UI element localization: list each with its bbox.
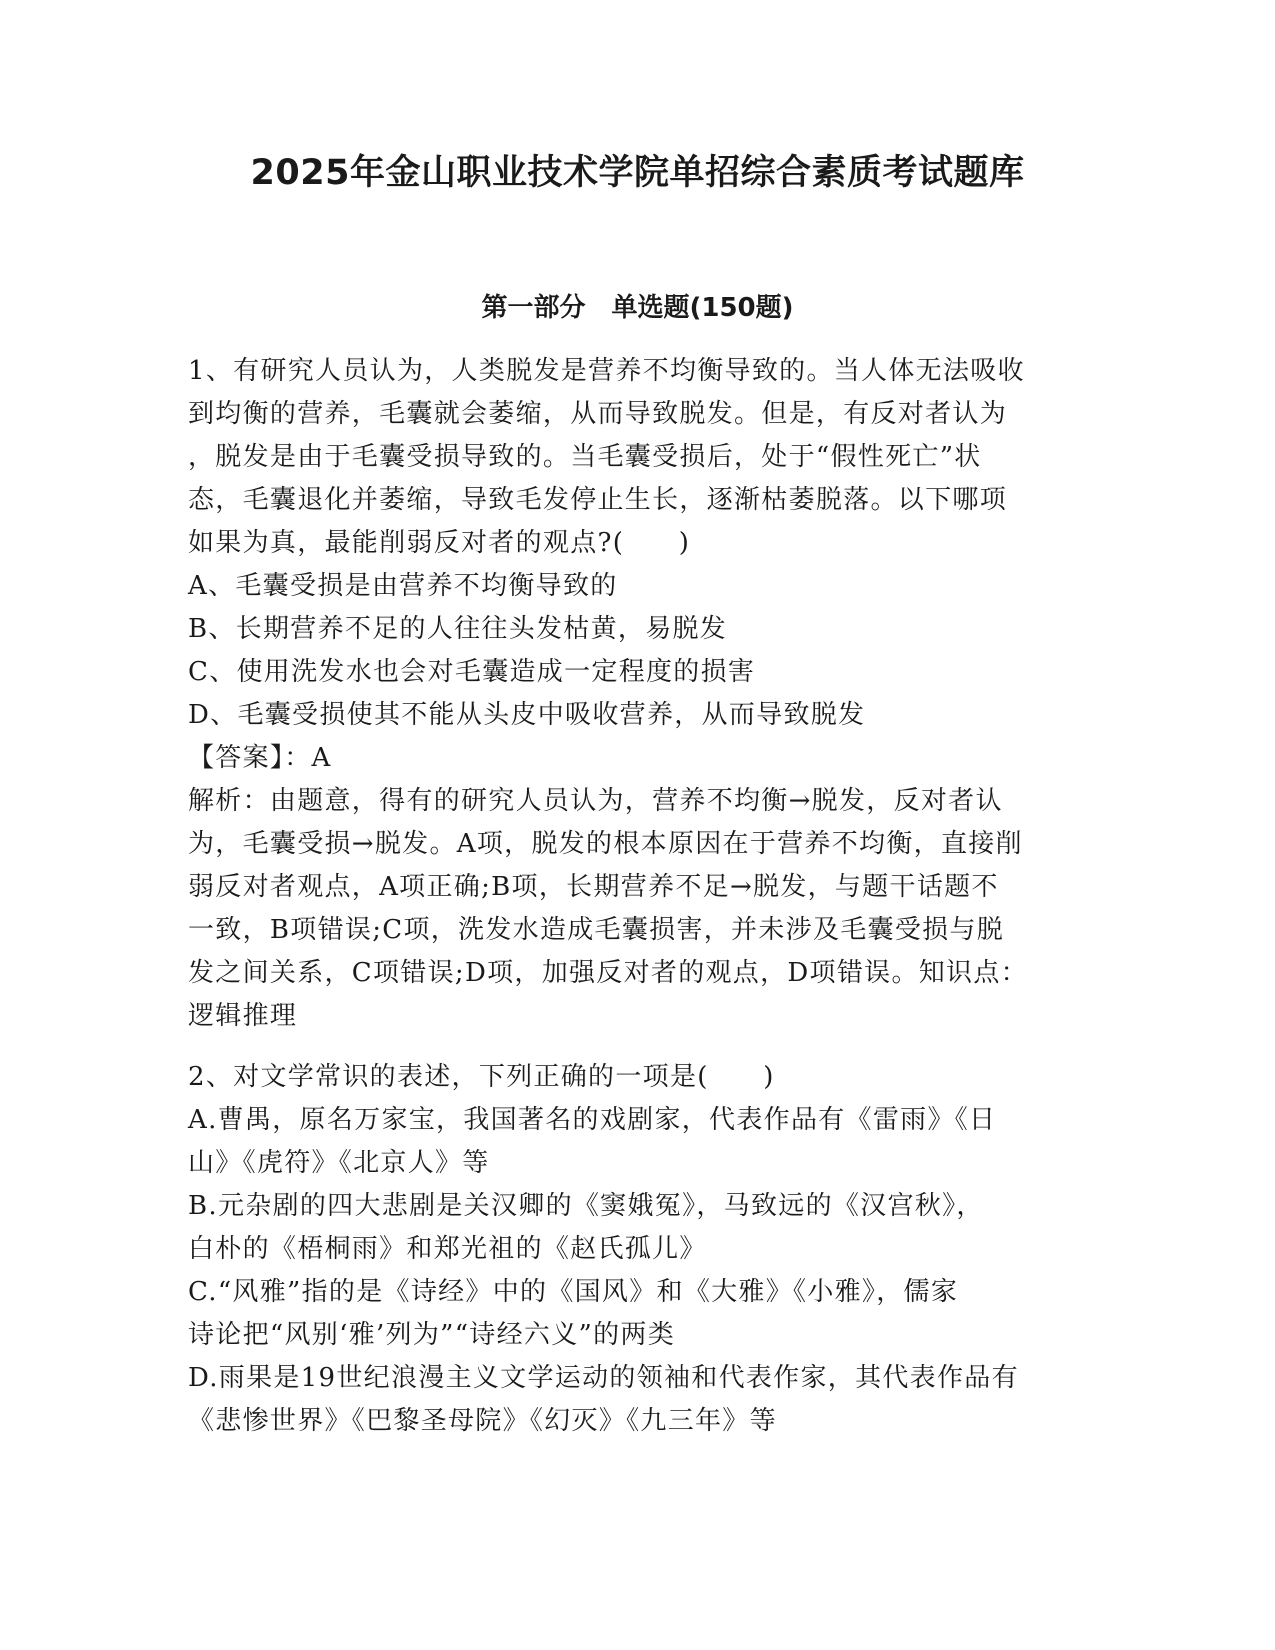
option-b-continued: 白朴的《梧桐雨》和郑光祖的《赵氏孤儿》 [188, 1234, 707, 1264]
analysis-line: 解析：由题意，得有的研究人员认为，营养不均衡→脱发，反对者认 [188, 786, 1003, 816]
document-title: 2025年金山职业技术学院单招综合素质考试题库 [250, 153, 1025, 193]
option-d-continued: 《悲惨世界》《巴黎圣母院》《幻灭》《九三年》等 [188, 1406, 777, 1436]
analysis-line: 弱反对者观点，A项正确;B项，长期营养不足→脱发，与题干话题不 [188, 872, 999, 902]
question-stem-line: ，脱发是由于毛囊受损导致的。当毛囊受损后，处于“假性死亡”状 [188, 442, 982, 472]
option-c: C.“风雅”指的是《诗经》中的《国风》和《大雅》《小雅》，儒家 [188, 1277, 959, 1307]
option-d: D、毛囊受损使其不能从头皮中吸收营养，从而导致脱发 [188, 700, 866, 730]
analysis-line: 为，毛囊受损→脱发。A项，脱发的根本原因在于营养不均衡，直接削 [188, 829, 1023, 859]
question-spacer [188, 1038, 1088, 1056]
option-c-continued: 诗论把“风别‘雅’列为”“诗经六义”的两类 [188, 1320, 675, 1350]
option-a-continued: 山》《虎符》《北京人》等 [188, 1148, 490, 1178]
analysis-line: 一致，B项错误;C项，洗发水造成毛囊损害，并未涉及毛囊受损与脱 [188, 915, 1005, 945]
question-stem-line: 如果为真，最能削弱反对者的观点?( ) [188, 528, 691, 558]
question-stem-line: 2、对文学常识的表述，下列正确的一项是( ) [188, 1062, 775, 1092]
question-1 [188, 350, 1088, 1038]
option-a: A、毛囊受损是由营养不均衡导致的 [188, 571, 618, 601]
question-stem-line: 到均衡的营养，毛囊就会萎缩，从而导致脱发。但是，有反对者认为 [188, 399, 1008, 429]
option-b: B、长期营养不足的人往往头发枯黄，易脱发 [188, 614, 728, 644]
section-title: 第一部分 单选题(150题) [481, 293, 794, 323]
analysis-line: 发之间关系，C项错误;D项，加强反对者的观点，D项错误。知识点： [188, 958, 1028, 988]
analysis-line: 逻辑推理 [188, 1001, 298, 1031]
question-2 [188, 1056, 1088, 1443]
option-d: D.雨果是19世纪浪漫主义文学运动的领袖和代表作家，其代表作品有 [188, 1363, 1019, 1393]
option-c: C、使用洗发水也会对毛囊造成一定程度的损害 [188, 657, 756, 687]
answer-line: 【答案】：A [188, 743, 332, 773]
option-a: A.曹禺，原名万家宝，我国著名的戏剧家，代表作品有《雷雨》《日 [188, 1105, 997, 1135]
question-stem-line: 1、有研究人员认为，人类脱发是营养不均衡导致的。当人体无法吸收 [188, 356, 1025, 386]
question-stem-line: 态，毛囊退化并萎缩，导致毛发停止生长，逐渐枯萎脱落。以下哪项 [188, 485, 1008, 515]
option-b: B.元杂剧的四大悲剧是关汉卿的《窦娥冤》，马致远的《汉宫秋》， [188, 1191, 984, 1221]
question-list [188, 350, 1088, 1443]
